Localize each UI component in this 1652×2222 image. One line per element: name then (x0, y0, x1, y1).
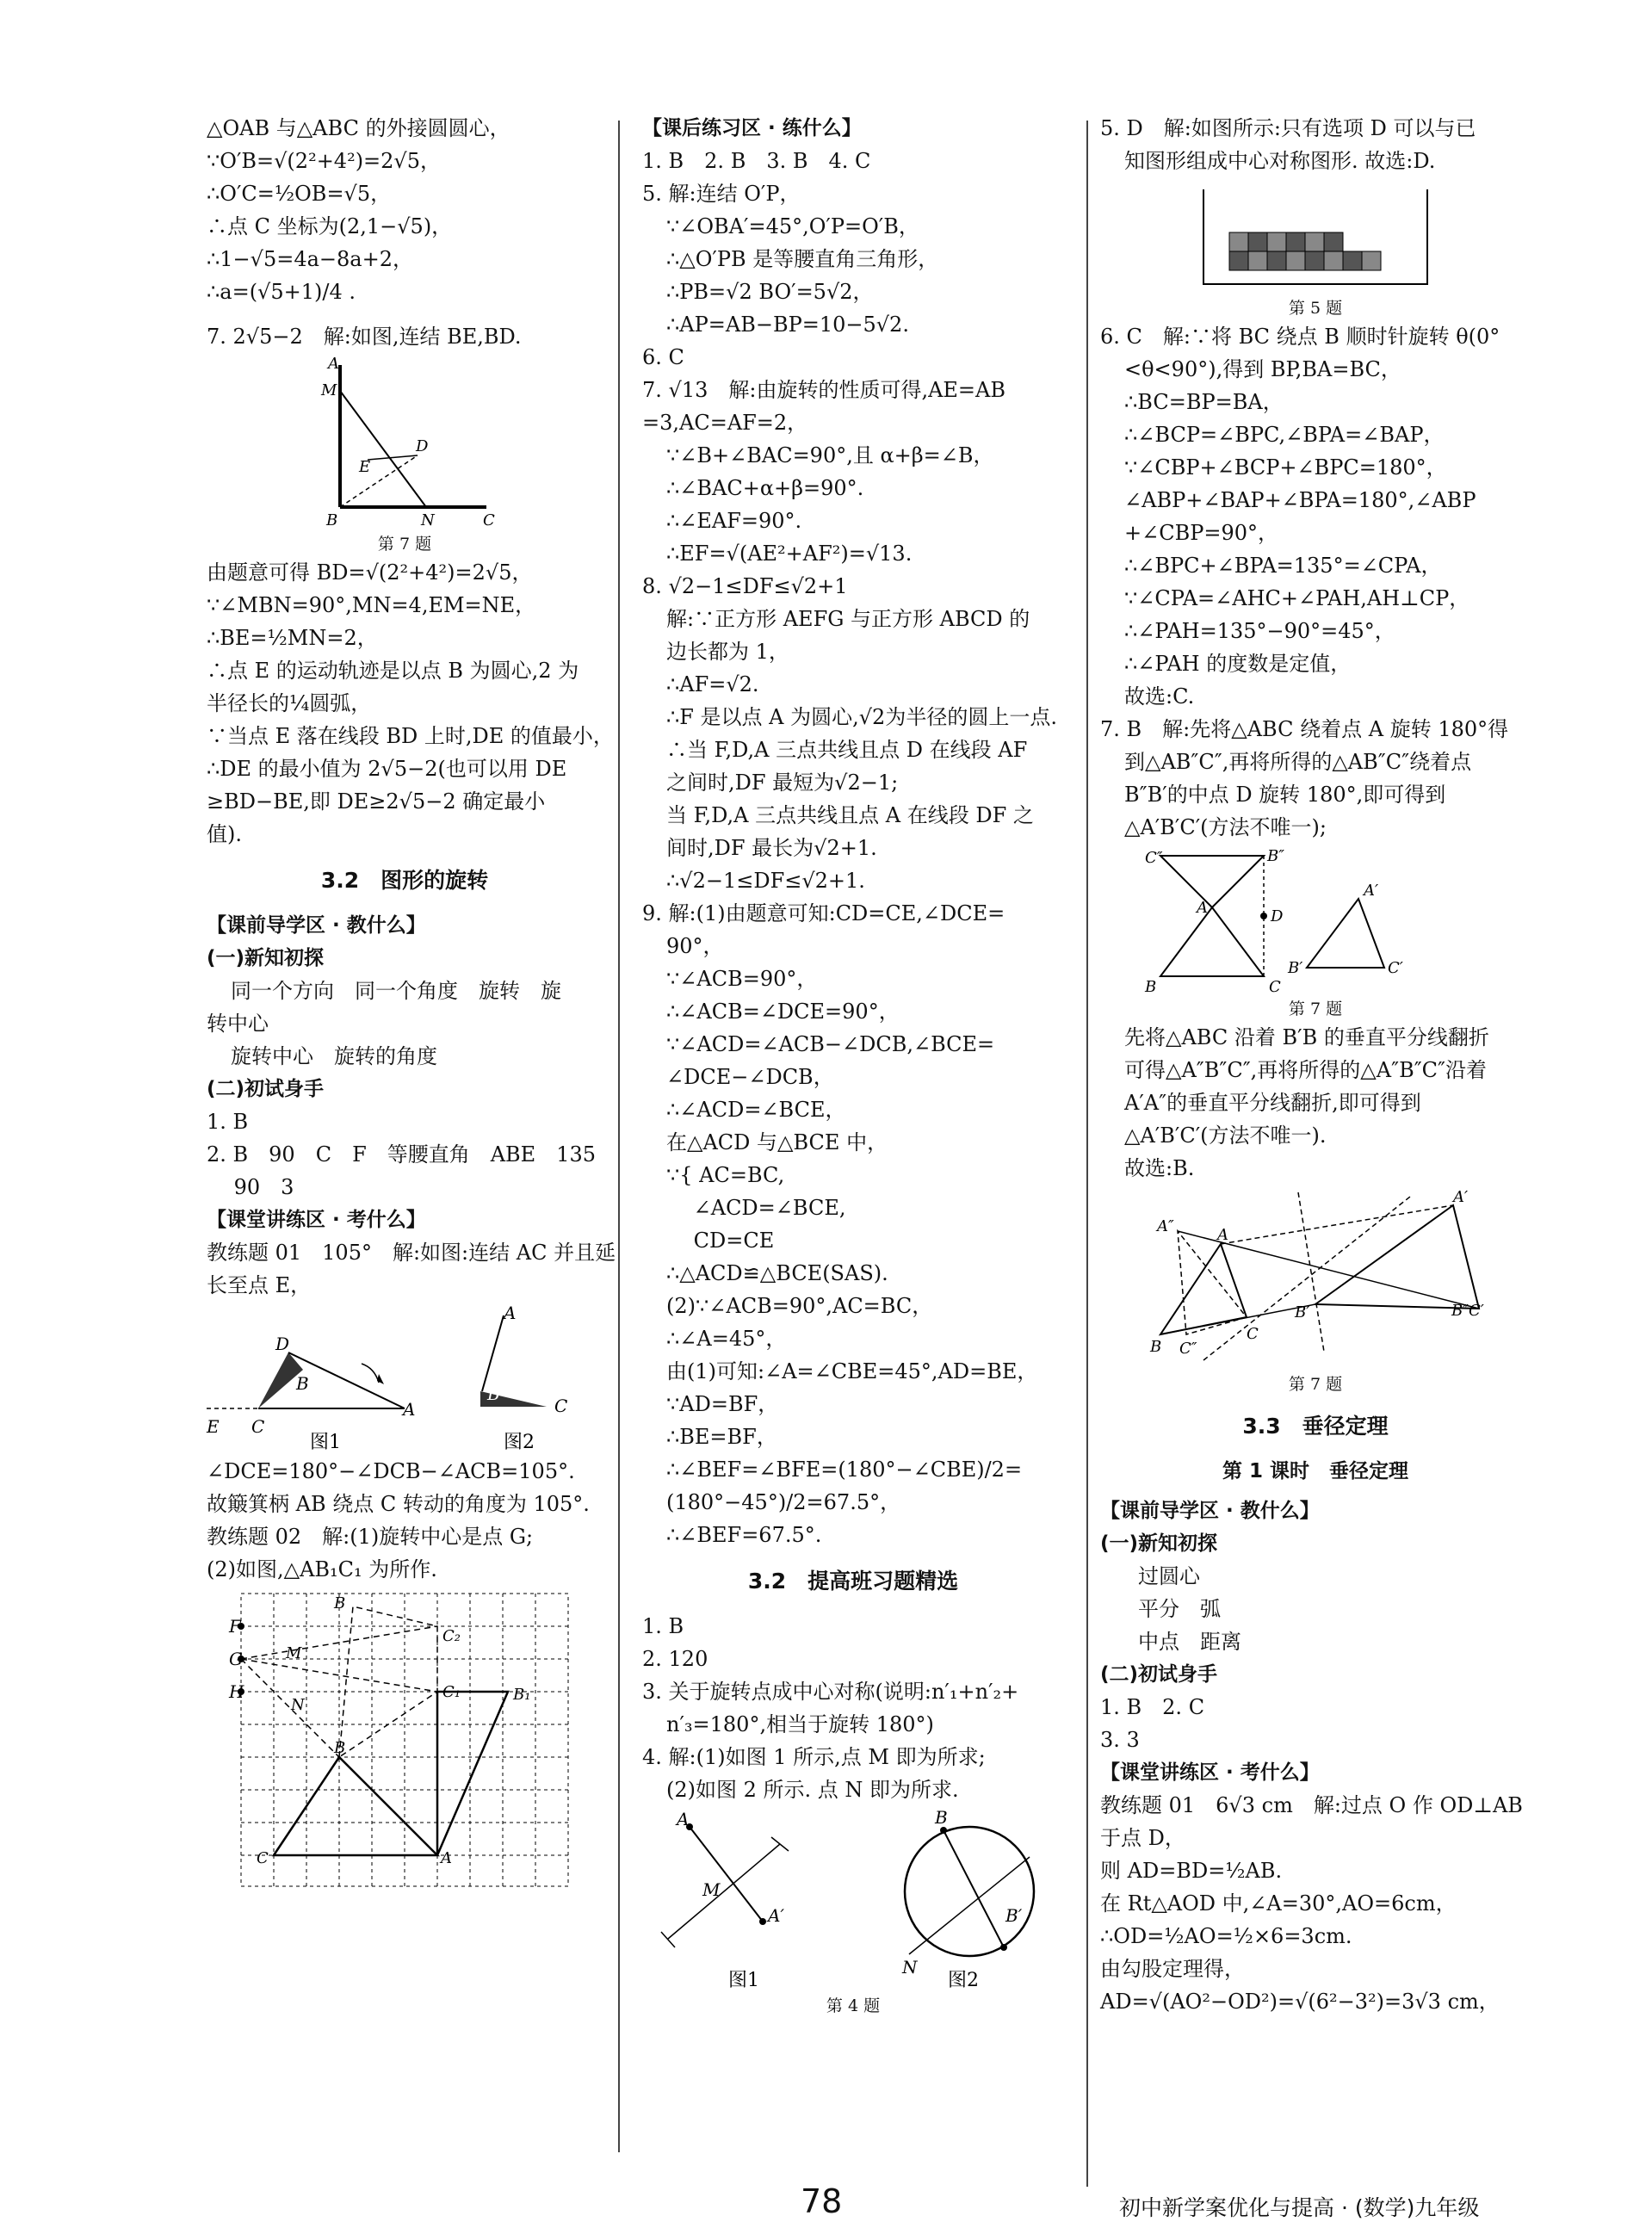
text-line: ≥BD−BE,即 DE≥2√5−2 确定最小 (207, 789, 546, 814)
text-line: 之间时,DF 最短为√2−1; (666, 771, 899, 795)
section-heading: 【课堂讲练区 · 考什么】 (1100, 1761, 1320, 1784)
subsection-heading: (二)初试身手 (1100, 1663, 1218, 1686)
svg-text:A′: A′ (1453, 1188, 1469, 1206)
text-line: ∴∠PAH=135°−90°=45°， (1124, 619, 1395, 643)
figure-q5 (1195, 181, 1436, 293)
svg-text:C₁: C₁ (442, 1683, 461, 1701)
section-heading: 【课堂讲练区 · 考什么】 (207, 1209, 426, 1231)
text-line: (180°−45°)/2=67.5°， (666, 1490, 901, 1514)
svg-text:C″: C″ (1179, 1340, 1197, 1358)
lesson-title: 第 1 课时 垂径定理 (1222, 1460, 1409, 1482)
text-line: ∵∠ACD=∠ACB−∠DCB,∠BCE= (666, 1032, 995, 1056)
text-line: 平分 弧 (1138, 1597, 1221, 1621)
text-line: 故选:B. (1124, 1156, 1195, 1180)
svg-text:C: C (483, 511, 495, 529)
figure-caption: 第 7 题 (1288, 1000, 1343, 1018)
text-line: ∴DE 的最小值为 2√5−2(也可以用 DE (207, 757, 567, 781)
text-line: 值). (207, 822, 242, 846)
text-line: B″B′的中点 D 旋转 180°,即可得到 (1124, 783, 1446, 807)
svg-text:H: H (229, 1681, 244, 1702)
text-line: (2)如图,△AB₁C₁ 为所作. (207, 1557, 437, 1581)
svg-text:B″: B″ (1267, 847, 1284, 865)
text-line: ∴点 C 坐标为(2,1−√5)， (207, 214, 453, 238)
text-line: △OAB 与△ABC 的外接圆圆心， (207, 116, 510, 140)
figure-q7-a (1143, 847, 1488, 996)
text-line: ∴△ACD≌△BCE(SAS). (666, 1261, 888, 1285)
svg-text:B: B (1145, 978, 1157, 996)
text-line: 间时,DF 最长为√2+1. (666, 836, 877, 860)
figure-q7 (306, 356, 504, 529)
svg-text:C: C (554, 1396, 568, 1416)
svg-text:A: A (328, 355, 339, 373)
text-line: △A′B′C′(方法不唯一). (1124, 1123, 1327, 1148)
text-line: 故簸箕柄 AB 绕点 C 转动的角度为 105°. (207, 1492, 590, 1516)
text-line: 到△AB″C″,再将所得的△AB″C″绕着点 (1124, 750, 1472, 774)
text-line: 6. C (642, 345, 684, 369)
figure-grid-rotation (229, 1589, 577, 1891)
svg-text:B: B (334, 1594, 346, 1612)
text-line: ∴PB=√2 BO′=5√2， (666, 280, 874, 304)
svg-text:B₁: B₁ (513, 1686, 531, 1704)
text-line: ∴当 F,D,A 三点共线且点 D 在线段 AF (666, 738, 1028, 762)
text-line: ∴1−√5=4a−8a+2， (207, 247, 413, 271)
text-line: 边长都为 1， (666, 640, 789, 664)
text-line: ∴∠BEF=∠BFE=(180°−∠CBE)/2= (666, 1458, 1023, 1482)
text-line: ∴∠BCP=∠BPC,∠BPA=∠BAP， (1124, 423, 1445, 447)
svg-text:C: C (251, 1416, 265, 1437)
svg-text:C: C (257, 1849, 269, 1867)
svg-text:A′: A′ (1364, 882, 1379, 900)
text-line: 1. B (642, 1614, 684, 1638)
svg-text:D: D (275, 1334, 290, 1354)
text-line: ∴∠A=45°， (666, 1327, 787, 1351)
text-line: ∴a=(√5+1)/4 . (207, 280, 356, 304)
text-line: ∠ACD=∠BCE, (666, 1196, 846, 1220)
text-line: ∴点 E 的运动轨迹是以点 B 为圆心,2 为 (207, 659, 579, 683)
text-line: 长至点 E， (207, 1273, 312, 1297)
text-line: 由题意可得 BD=√(2²+4²)=2√5， (207, 560, 533, 585)
text-line: 9. 解:(1)由题意可知:CD=CE,∠DCE= (642, 901, 1005, 925)
text-line: 7. B 解:先将△ABC 绕着点 A 旋转 180°得 (1100, 717, 1509, 741)
figure-caption: 第 4 题 (826, 1996, 881, 2015)
svg-text:A′: A′ (768, 1905, 784, 1926)
text-line: 2. B 90 C F 等腰直角 ABE 135 (207, 1142, 597, 1167)
text-line: ∵∠CPA=∠AHC+∠PAH,AH⊥CP， (1124, 586, 1470, 610)
text-line: 3. 关于旋转点成中心对称(说明:n′₁+n′₂+ (642, 1680, 1019, 1704)
column-2 (642, 112, 1064, 2018)
text-line: ∵当点 E 落在线段 BD 上时,DE 的值最小， (207, 724, 614, 748)
book-title: 初中新学案优化与提高 · (数学)九年级 (1119, 2195, 1480, 2220)
svg-text:E: E (207, 1416, 220, 1437)
text-line: 先将△ABC 沿着 B′B 的垂直平分线翻折 (1124, 1025, 1489, 1049)
text-line: AD=√(AO²−OD²)=√(6²−3²)=3√3 cm， (1100, 1990, 1500, 2014)
text-line: ∵∠OBA′=45°,O′P=O′B， (666, 214, 919, 238)
text-line: ∴F 是以点 A 为圆心,√2为半径的圆上一点. (666, 705, 1057, 729)
text-line: 在△ACD 与△BCE 中， (666, 1130, 888, 1154)
text-line: ∴√2−1≤DF≤√2+1. (666, 869, 865, 893)
figure-caption: 第 5 题 (1288, 299, 1343, 318)
figure-q7-b (1126, 1188, 1505, 1369)
text-line: ∠DCE−∠DCB， (666, 1065, 834, 1089)
text-line: ∴AF=√2. (666, 672, 759, 696)
text-line: ∴O′C=½OB=√5， (207, 182, 392, 206)
svg-text:B: B (296, 1373, 309, 1394)
svg-text:B: B (487, 1383, 500, 1404)
figure-label-1: 图1 (310, 1432, 341, 1453)
text-line: ∴∠ACD=∠BCE， (666, 1098, 846, 1122)
text-line: 2. 120 (642, 1647, 708, 1671)
text-line: 可得△A″B″C″,再将所得的△A″B″C″沿着 (1124, 1058, 1487, 1082)
text-line: 半径长的¼圆弧， (207, 691, 372, 715)
svg-text:D: D (416, 437, 429, 455)
text-line: (2)∵∠ACB=90°,AC=BC， (666, 1294, 933, 1318)
text-line: 1. B (207, 1110, 249, 1134)
text-line: 90°， (666, 934, 724, 958)
text-line: △A′B′C′(方法不唯一); (1124, 815, 1327, 839)
svg-text:C: C (1247, 1325, 1259, 1343)
text-line: ∴∠BEF=67.5°. (666, 1523, 822, 1547)
figure-dustpan (207, 1305, 603, 1451)
text-line: A′A″的垂直平分线翻折,即可得到 (1124, 1091, 1421, 1115)
text-line: 知图形组成中心对称图形. 故选:D. (1124, 149, 1436, 173)
svg-text:B: B (334, 1739, 346, 1757)
column-1 (207, 112, 616, 1894)
text-line: CD=CE (666, 1229, 775, 1253)
figure-label-2: 图2 (948, 1970, 979, 1991)
text-line: ∴BC=BP=BA， (1124, 390, 1284, 414)
svg-text:B′: B′ (1005, 1905, 1023, 1926)
text-line: ∵∠CBP+∠BCP+∠BPC=180°， (1124, 455, 1447, 480)
svg-text:G: G (229, 1649, 243, 1669)
page-number: 78 (801, 2182, 843, 2220)
svg-text:B: B (935, 1807, 948, 1828)
text-line: 则 AD=BD=½AB. (1100, 1859, 1283, 1883)
text-line: ∴∠BAC+α+β=90°. (666, 476, 864, 500)
text-line: =3,AC=AF=2， (642, 411, 808, 435)
text-line: ∵{ AC=BC, (666, 1163, 785, 1187)
text-line: 1. B 2. B 3. B 4. C (642, 149, 871, 173)
section-heading: 【课前导学区 · 教什么】 (1100, 1500, 1320, 1522)
question-7-head: 7. 2√5−2 解:如图,连结 BE,BD. (207, 325, 522, 349)
text-line: ∵O′B=√(2²+4²)=2√5， (207, 149, 441, 173)
text-line: 于点 D， (1100, 1826, 1185, 1850)
svg-text:N: N (291, 1696, 305, 1714)
svg-text:E: E (359, 458, 371, 476)
text-line: 同一个方向 同一个角度 旋转 旋 (231, 979, 561, 1003)
text-line: ∵∠ACB=90°， (666, 967, 818, 991)
text-line: 7. √13 解:由旋转的性质可得,AE=AB (642, 378, 1006, 402)
text-line: 5. D 解:如图所示:只有选项 D 可以与已 (1100, 116, 1476, 140)
text-line: 转中心 (207, 1012, 269, 1036)
text-line: ∴EF=√(AE²+AF²)=√13. (666, 542, 913, 566)
text-line: 8. √2−1≤DF≤√2+1 (642, 574, 848, 598)
text-line: ∴∠ACB=∠DCE=90°， (666, 1000, 900, 1024)
svg-text:B: B (326, 511, 338, 529)
text-line: ∵AD=BF， (666, 1392, 779, 1416)
text-line: 教练题 01 105° 解:如图:连结 AC 并且延 (207, 1241, 616, 1265)
figure-caption: 第 7 题 (377, 535, 432, 554)
svg-text:A: A (1197, 899, 1208, 917)
text-line: 中点 距离 (1138, 1630, 1241, 1654)
svg-text:A: A (504, 1303, 517, 1323)
text-line: <θ<90°),得到 BP,BA=BC， (1124, 357, 1401, 381)
svg-text:B′: B′ (1295, 1303, 1310, 1321)
section-heading: 【课后练习区 · 练什么】 (642, 117, 862, 139)
svg-text:A: A (677, 1809, 690, 1829)
text-line: ∴OD=½AO=½×6=3cm. (1100, 1924, 1352, 1948)
figure-label-2: 图2 (504, 1432, 535, 1453)
section-heading: 【课前导学区 · 教什么】 (207, 914, 426, 937)
svg-text:C₂: C₂ (442, 1627, 461, 1645)
svg-text:D: D (1271, 907, 1284, 925)
text-line: 4. 解:(1)如图 1 所示,点 M 即为所求; (642, 1745, 986, 1769)
subsection-heading: (一)新知初探 (1100, 1532, 1218, 1555)
text-line: ∠ABP+∠BAP+∠BPA=180°,∠ABP (1124, 488, 1476, 512)
text-line: ∴△O′PB 是等腰直角三角形， (666, 247, 939, 271)
text-line: ∴AP=AB−BP=10−5√2. (666, 313, 909, 337)
text-line: ∠DCE=180°−∠DCB−∠ACB=105°. (207, 1459, 575, 1483)
text-line: 90 3 (207, 1175, 294, 1199)
text-line: 3. 3 (1100, 1728, 1140, 1752)
svg-text:B′: B′ (1288, 959, 1303, 977)
svg-text:N: N (902, 1957, 918, 1978)
text-line: 教练题 02 解:(1)旋转中心是点 G; (207, 1525, 534, 1549)
text-line: (2)如图 2 所示. 点 N 即为所求. (666, 1778, 959, 1802)
section-title: 3.3 垂径定理 (1242, 1414, 1389, 1439)
subsection-heading: (一)新知初探 (207, 947, 325, 969)
text-line: 旋转中心 旋转的角度 (231, 1044, 437, 1068)
text-line: 教练题 01 6√3 cm 解:过点 O 作 OD⊥AB (1100, 1793, 1523, 1817)
svg-text:C″: C″ (1145, 849, 1163, 867)
text-line: ∴BE=½MN=2， (207, 626, 378, 650)
section-title: 3.2 图形的旋转 (320, 868, 489, 893)
text-line: ∵∠B+∠BAC=90°,且 α+β=∠B， (666, 443, 994, 467)
column-divider-right (1086, 121, 1088, 2187)
text-line: ∵∠MBN=90°,MN=4,EM=NE， (207, 593, 536, 617)
text-line: 在 Rt△AOD 中,∠A=30°,AO=6cm， (1100, 1891, 1457, 1916)
subsection-heading: (二)初试身手 (207, 1078, 325, 1100)
figure-caption: 第 7 题 (1288, 1375, 1343, 1394)
text-line: 由勾股定理得， (1100, 1957, 1245, 1981)
svg-text:A: A (1217, 1226, 1228, 1244)
text-line: 过圆心 (1138, 1564, 1200, 1588)
text-line: 5. 解:连结 O′P， (642, 182, 801, 206)
text-line: 故选:C. (1124, 684, 1195, 709)
column-divider-left (618, 121, 620, 2152)
svg-text:B″C′: B″C′ (1451, 1302, 1484, 1320)
svg-text:A″: A″ (1157, 1217, 1174, 1235)
text-line: +∠CBP=90°， (1124, 521, 1279, 545)
text-line: 当 F,D,A 三点共线且点 A 在线段 DF 之 (666, 803, 1034, 827)
text-line: ∴∠BPC+∠BPA=135°=∠CPA， (1124, 554, 1442, 578)
text-line: ∴∠EAF=90°. (666, 509, 802, 533)
svg-text:M: M (321, 381, 337, 399)
text-line: ∴BE=BF， (666, 1425, 777, 1449)
section-title: 3.2 提高班习题精选 (747, 1569, 959, 1594)
svg-text:F: F (229, 1616, 241, 1637)
svg-text:M: M (702, 1879, 721, 1900)
svg-text:N: N (421, 511, 435, 529)
svg-text:B: B (1150, 1338, 1162, 1356)
text-line: 6. C 解:∵将 BC 绕点 B 顺时针旋转 θ(0° (1100, 325, 1500, 349)
text-line: 1. B 2. C (1100, 1695, 1205, 1719)
text-line: n′₃=180°,相当于旋转 180°) (666, 1712, 934, 1736)
figure-label-1: 图1 (728, 1970, 759, 1991)
text-line: ∴∠PAH 的度数是定值， (1124, 652, 1352, 676)
svg-text:A: A (403, 1399, 416, 1420)
text-line: 由(1)可知:∠A=∠CBE=45°,AD=BE， (666, 1359, 1038, 1383)
svg-text:C: C (1269, 978, 1281, 996)
figure-q4 (651, 1807, 1055, 1991)
svg-text:A: A (441, 1849, 452, 1867)
svg-text:M: M (286, 1644, 302, 1662)
text-line: 解:∵正方形 AEFG 与正方形 ABCD 的 (666, 607, 1030, 631)
column-3 (1100, 112, 1531, 2018)
svg-text:C′: C′ (1388, 959, 1403, 977)
